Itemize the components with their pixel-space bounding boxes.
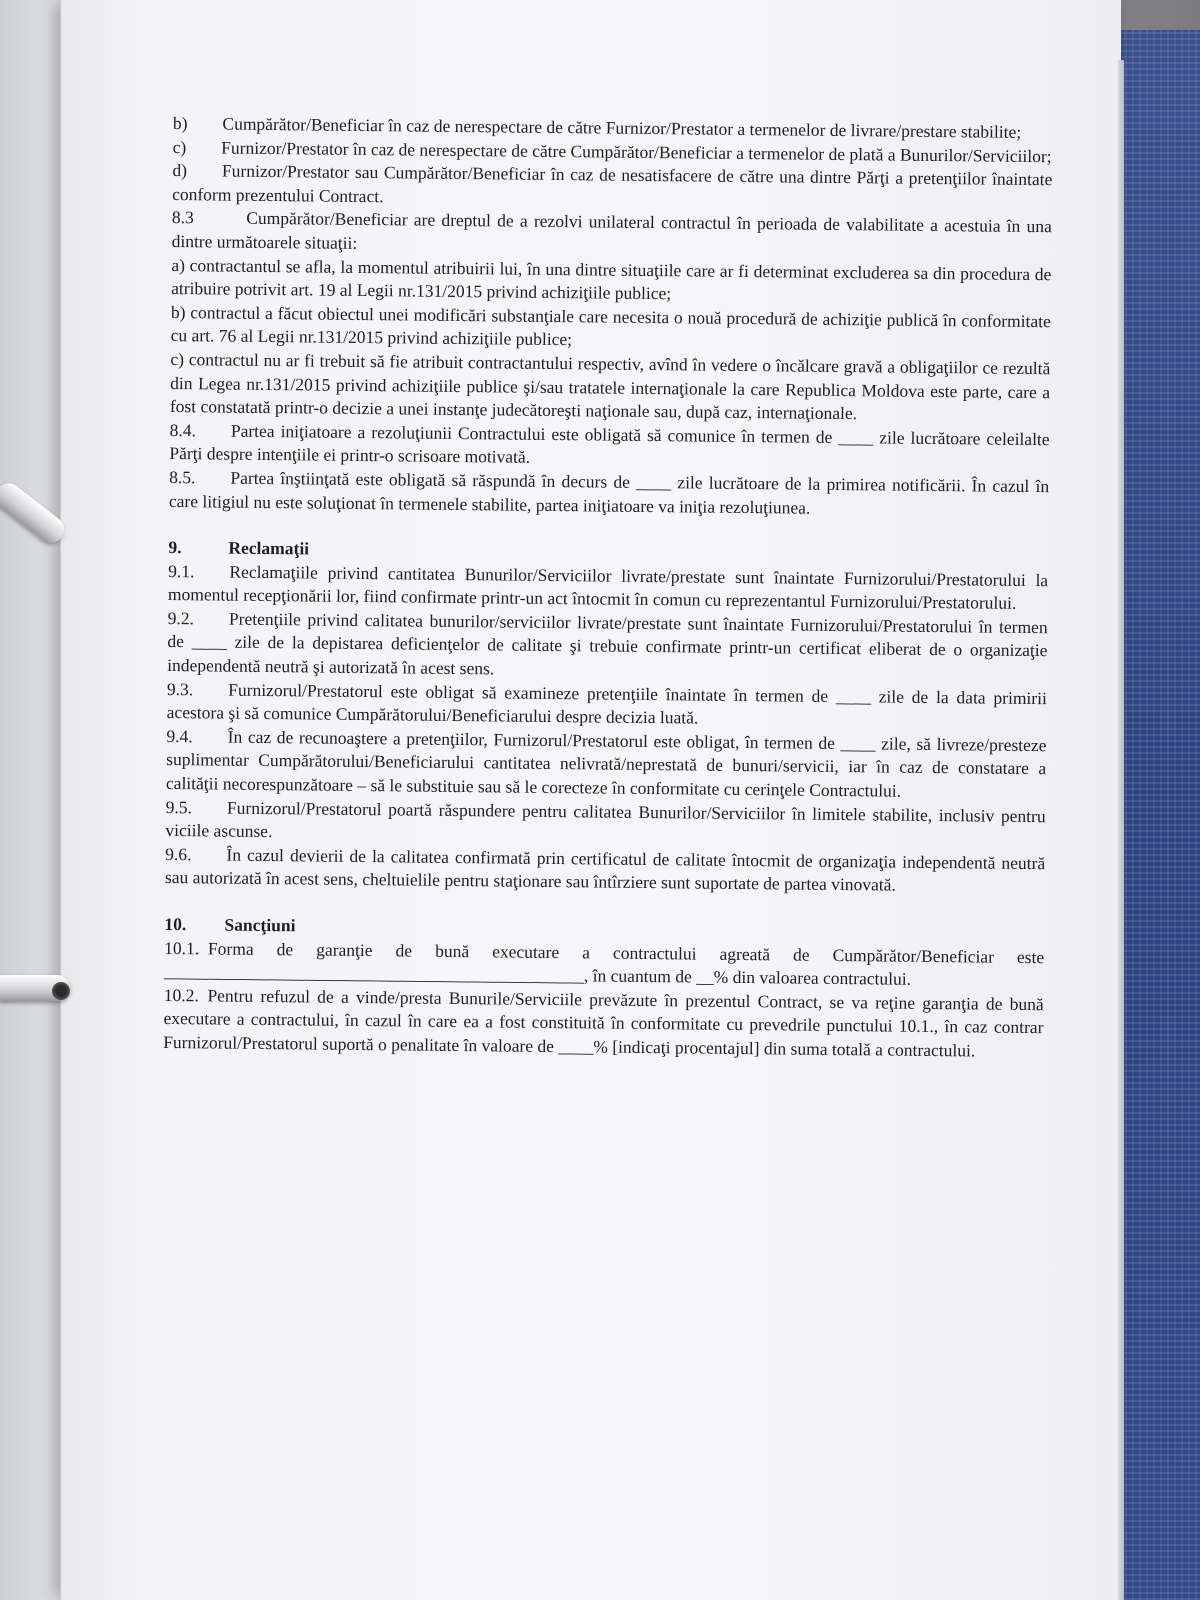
section-9-title: Reclamaţii [228,537,310,559]
paragraph-9-3: 9.3. Furnizorul/Prestatorul este obligat să examineze pretenţiile înaintate în termen de ____ zile de la data primirii acestora şi să comunice Cumpărătorului/Beneficiarului despre decizia luată. [166,678,1048,728]
paragraph-8-3c: c) contractul nu ar fi trebuit să fie atribuit contractantului respectiv, avînd în vedere o încălcare gravă a obligaţiilor ce rezultă din Legea nr.131/2015 privind achiziţiile publice şi/sau tratatele internaţionale la care Republica Moldova este parte, care a fost constatată printr-o decizie a unei instanţe judecătoreşti naţionale sau, după caz, internaţionale. [169,348,1051,424]
paragraph-8-3b: b) contractul a făcut obiectul unei modificări substanţiale care necesita o nouă procedură de achiziţie publică în conformitate cu art. 76 al Legii nr.131/2015 privind achiziţiile publice; [170,301,1051,350]
paragraph-8d: d) Furnizor/Prestator sau Cumpărător/Beneficiar în caz de nesatisfacere de către una dintre Părţi a pretenţiilor înaintate conform prezentului Contract. [172,160,1053,206]
paragraph-9-6: 9.6. În cazul devierii de la calitatea confirmată prin certificatul de calitate întocmit de organizaţia independentă neutră sau autorizată în acest sens, cheltuielile pentru staţionare sau întîrziere sunt suportate de partea vinovată. [164,843,1046,896]
paragraph-8c: c) Furnizor/Prestator în caz de nerespectare de către Cumpărător/Beneficiar a termenelor de plată a Bunurilor/Serviciilor; [172,136,1052,166]
page-edge [1118,60,1124,1600]
paragraph-9-4: 9.4. În caz de recunoaştere a pretenţiilor, Furnizorul/Prestatorul este obligat, în termen de ____ zile, să livreze/presteze suplimentar Cumpărătorului/Beneficiarului cantitatea nelivrată/neprestată de bunuri/servicii, iar în caz de constatare a calităţii necorespunzătoare – să le substituie sau să le corecteze în conformitate cu cerinţele Contractului. [165,725,1047,801]
section-10-number: 10. [164,913,187,935]
section-10-title: Sancţiuni [224,914,296,936]
paragraph-8-5: 8.5. Partea înştiinţată este obligată să răspundă în decurs de ____ zile lucrătoare de la primirea notificării. În cazul în care litigiul nu este soluţionat în termenele stabilite, partea iniţiatoare va iniţia rezoluţiunea. [168,466,1050,518]
binder-hole [52,982,70,1000]
paragraph-9-2: 9.2. Pretenţiile privind calitatea bunurilor/serviciilor livrate/prestate sunt înaintate Furnizorului/Prestatorului în termen de ____ zile de la depistarea deficienţelor de calitate şi trebuie confirmate printr-un certificat eliberat de o organizaţie independentă neutră şi autorizată în acest sens. [167,607,1048,679]
section-9-number: 9. [168,537,182,558]
paragraph-8-3: 8.3 Cumpărător/Beneficiar are dreptul de a rezolvi unilateral contractul în perioada de valabilitate a acestuia în una dintre următoarele situaţii: [171,207,1052,253]
paragraph-9-1: 9.1. Reclamaţiile privind cantitatea Bunurilor/Serviciilor livrate/prestate sunt înaintate Furnizorului/Prestatorului la momentul recepţionării lor, fiind confirmate printr-un act întocmit în comun cu reprezentantul Furnizorului/Prestatorului. [167,560,1049,614]
paragraph-10-2: 10.2. Pentru refuzul de a vinde/presta Bunurile/Serviciile prevăzute în prezentul Contract, se va reţine garanţia de bună executare a contractului, în cazul în care ea a fost constituită în conformitate cu prevedrile punctului 10.1., în caz contrar Furnizorul/Prestatorul suportă o penalitate în valoare de ____% [indicaţi procentajul] din suma totală a contractului. [163,984,1044,1061]
document-text [163,112,1053,1064]
paragraph-9-5: 9.5. Furnizorul/Prestatorul poartă răspundere pentru calitatea Bunurilor/Serviciilor în limitele stabilite, inclusiv pentru viciile ascunse. [165,796,1046,842]
paragraph-8-3a: a) contractantul se afla, la momentul atribuirii lui, în una dintre situaţiile care ar fi determinat excluderea sa din procedura de atribuire potrivit art. 19 al Legii nr.131/2015 privind achiziţiile publice; [171,254,1052,304]
paragraph-8-4: 8.4. Partea iniţiatoare a rezoluţiunii Contractului este obligată să comunice în termen de ____ zile lucrătoare celeilalte Părţi despre intenţiile ei printr-o scrisoare motivată. [169,419,1050,468]
paragraph-8b: b) Cumpărător/Beneficiar în caz de nerespectare de către Furnizor/Prestator a termenelor de livrare/prestare stabilite; [172,112,1022,142]
paragraph-10-1: 10.1. Forma de garanţie de bună executare a contractului agreată de Cumpărător/Beneficiar este ________________________________________________, în cuantum de __% din valoarea contractului. [163,937,1045,989]
